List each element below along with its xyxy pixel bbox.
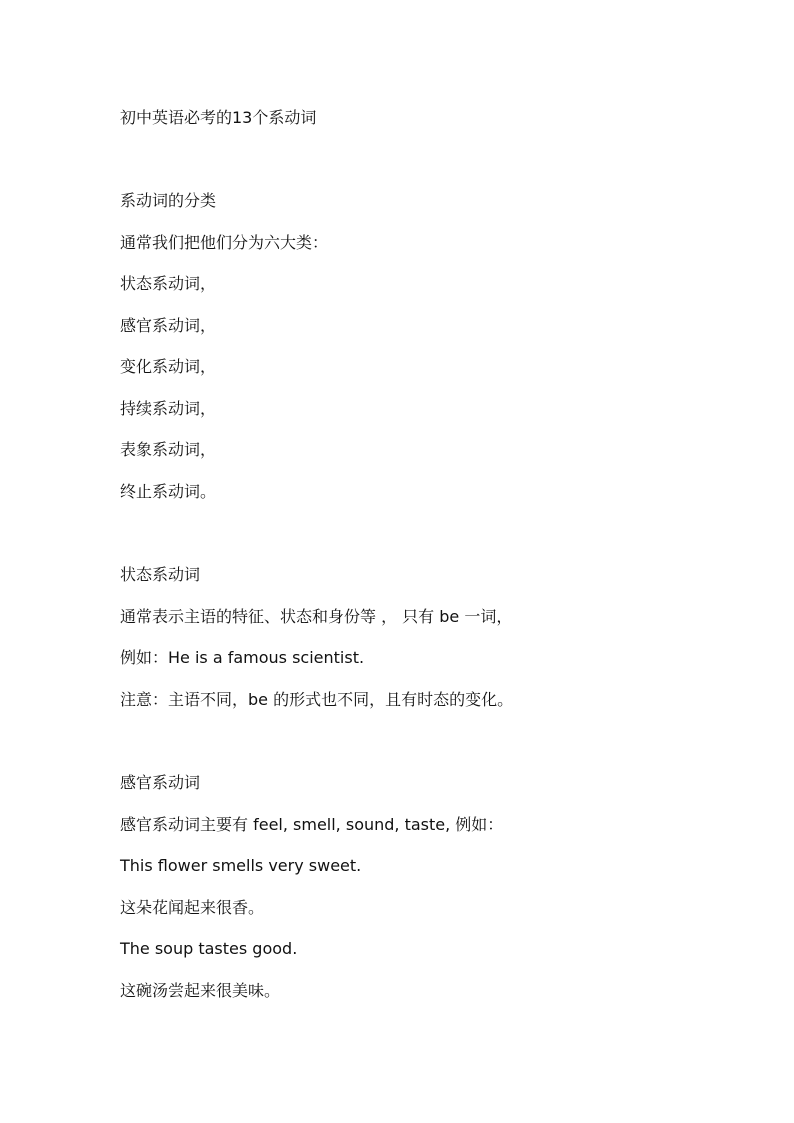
paragraph-line: 通常我们把他们分为六大类： [120, 233, 329, 252]
example-line: 例如：He is a famous scientist. [120, 648, 365, 667]
paragraph-line: 感官系动词主要有 feel, smell, sound, taste, 例如： [120, 815, 504, 834]
list-item: 终止系动词。 [120, 482, 217, 501]
list-item: 持续系动词， [120, 399, 217, 418]
note-line: 注意：主语不同，be 的形式也不同，且有时态的变化。 [120, 690, 514, 709]
list-item: 状态系动词， [120, 274, 217, 293]
example-sentence-english: This flower smells very sweet. [120, 856, 362, 875]
list-item: 变化系动词， [120, 357, 217, 376]
section-heading-classification: 系动词的分类 [120, 191, 217, 210]
example-sentence-chinese: 这碗汤尝起来很美味。 [120, 981, 281, 1000]
document-title: 初中英语必考的13个系动词 [120, 108, 317, 127]
list-item: 感官系动词， [120, 316, 217, 335]
list-item: 表象系动词， [120, 440, 217, 459]
example-sentence-chinese: 这朵花闻起来很香。 [120, 898, 265, 917]
example-sentence-english: The soup tastes good. [120, 939, 298, 958]
paragraph-line: 通常表示主语的特征、状态和身份等 ， 只有 be 一词， [120, 607, 513, 626]
section-heading-state-verbs: 状态系动词 [120, 565, 201, 584]
section-heading-sense-verbs: 感官系动词 [120, 773, 201, 792]
